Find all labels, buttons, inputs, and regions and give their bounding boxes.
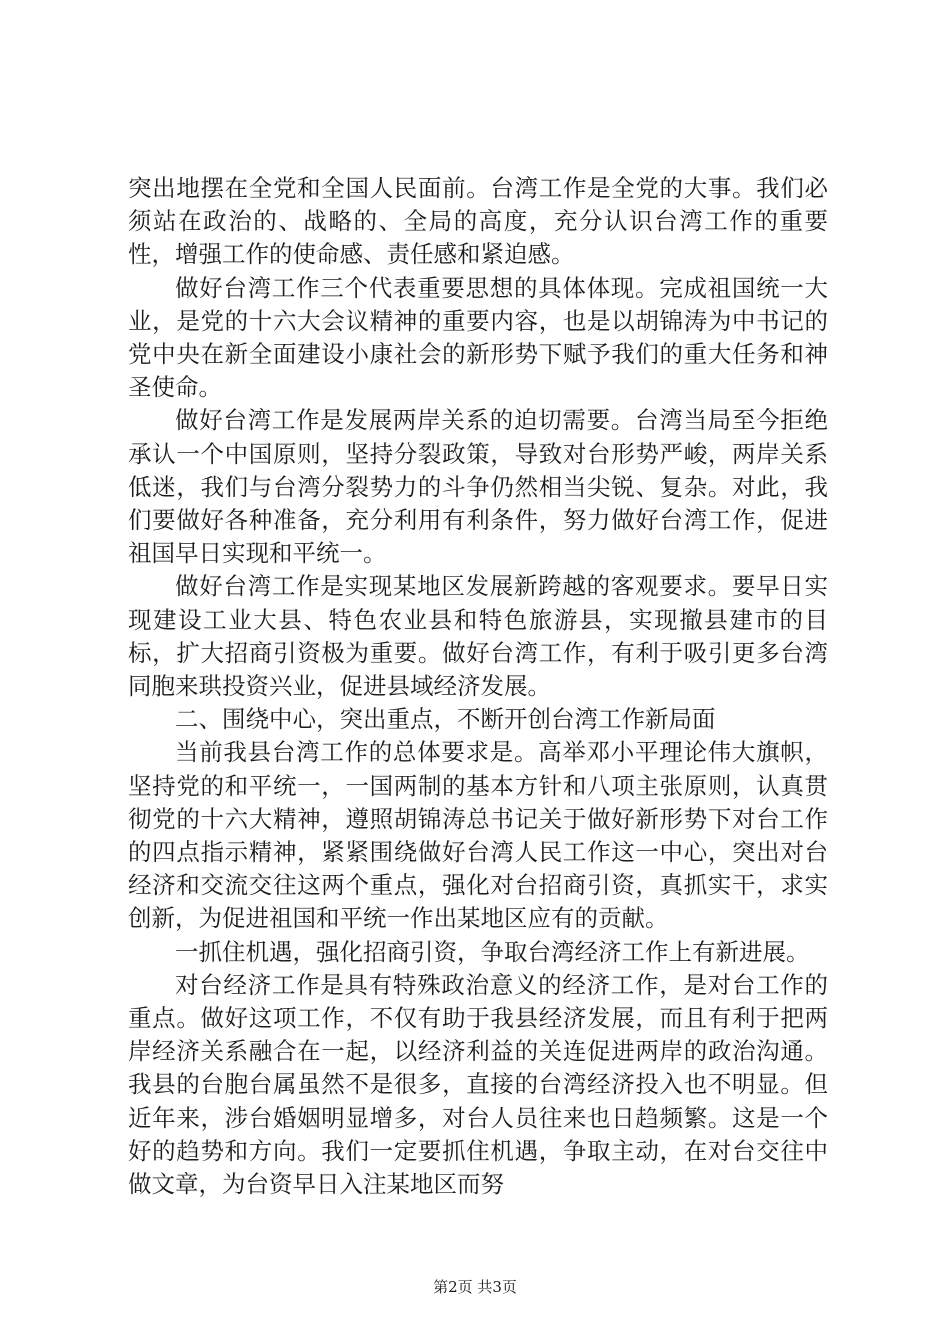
paragraph-overall-requirements: 当前我县台湾工作的总体要求是。高举邓小平理论伟大旗帜，坚持党的和平统一，一国两制的基本方针和八项主张原则，认真贯彻党的十六大精神，遵照胡锦涛总书记关于做好新形势下对台工作的四点指示精神，紧紧围绕做好台湾人民工作这一中心，突出对台经济和交流交往这两个重点，强化对台招商引资，真抓实干，求实创新，为促进祖国和平统一作出某地区应有的贡献。 (128, 738, 828, 933)
paragraph-cross-strait-relations: 做好台湾工作是发展两岸关系的迫切需要。台湾当局至今拒绝承认一个中国原则，坚持分裂政策，导致对台形势严峻，两岸关系低迷，我们与台湾分裂势力的斗争仍然相当尖锐、复杂。对此，我们要做好各种准备，充分利用有利条件，努力做好台湾工作，促进祖国早日实现和平统一。 (128, 406, 828, 568)
subheading-seize-opportunity: 一抓住机遇，强化招商引资，争取台湾经济工作上有新进展。 (175, 937, 810, 966)
paragraph-three-represents: 做好台湾工作三个代表重要思想的具体体现。完成祖国统一大业，是党的十六大会议精神的重要内容，也是以胡锦涛为中书记的党中央在新全面建设小康社会的新形势下赋予我们的重大任务和神圣使命。 (128, 273, 828, 402)
document-body (128, 172, 828, 1201)
paragraph-local-development: 做好台湾工作是实现某地区发展新跨越的客观要求。要早日实现建设工业大县、特色农业县和特色旅游县，实现撤县建市的目标，扩大招商引资极为重要。做好台湾工作，有利于吸引更多台湾同胞来珙投资兴业，促进县域经济发展。 (128, 572, 828, 701)
paragraph-economic-work: 对台经济工作是具有特殊政治意义的经济工作，是对台工作的重点。做好这项工作，不仅有助于我县经济发展，而且有利于把两岸经济关系融合在一起，以经济利益的关连促进两岸的政治沟通。我县的台胞台属虽然不是很多，直接的台湾经济投入也不明显。但近年来，涉台婚姻明显增多，对台人员往来也日趋频繁。这是一个好的趋势和方向。我们一定要抓住机遇，争取主动，在对台交往中做文章，为台资早日入注某地区而努 (128, 970, 828, 1199)
page-footer: 第2页 共3页 (433, 1278, 517, 1296)
paragraph-continued: 突出地摆在全党和全国人民面前。台湾工作是全党的大事。我们必须站在政治的、战略的、全局的高度，充分认识台湾工作的重要性，增强工作的使命感、责任感和紧迫感。 (128, 174, 828, 269)
section-heading-2: 二、围绕中心，突出重点，不断开创台湾工作新局面 (175, 705, 716, 734)
